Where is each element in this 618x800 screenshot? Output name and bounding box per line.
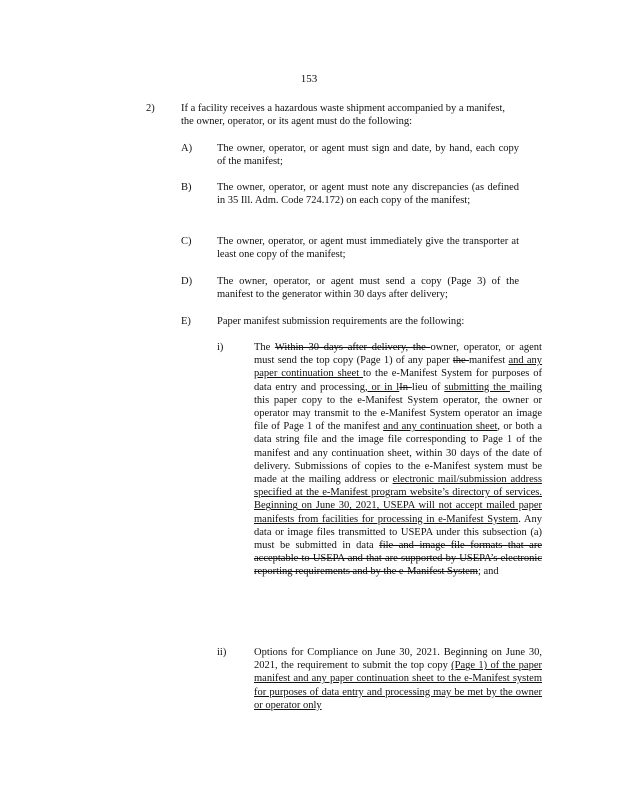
inserted-text: , or in l	[364, 381, 400, 393]
inserted-text: electronic mail/submission address specified at the e-Manifest program website’s directory of services. Beginning on June 30, 2021, USEPA will not accept mailed paper manifests from facilities for processing in e-Manifest System	[254, 474, 542, 525]
struck-text: the	[452, 355, 469, 367]
text-run: mailing this paper copy to the e-Manifest System operator, the owner or operator may transmit to the e-Manifest System operator an image file of Page 1 of the manifest	[254, 381, 542, 433]
item-A-label: A)	[181, 143, 193, 154]
text-run: owner, operator, or agent must send the top copy (Page 1) of any paper	[254, 342, 542, 367]
item-C-label: C)	[181, 236, 192, 247]
text-run: The	[254, 342, 275, 353]
text-run: ; and	[477, 566, 499, 578]
item-ii-label: ii)	[217, 647, 227, 658]
text-run: . Any data or image files transmitted to USEPA under this subsection (a) must be submitted in data	[254, 513, 542, 552]
text-run: manifest	[469, 355, 509, 367]
struck-text: Within 30 days after delivery, the	[274, 342, 431, 353]
item-D-text: The owner, operator, or agent must send a copy (Page 3) of the manifest to the generator within 30 days after delivery;	[217, 276, 519, 301]
text-run: Options for Compliance on June 30, 2021. Beginning on June 30, 2021, the requirement to submit the top copy	[254, 647, 542, 672]
item-i-label: i)	[217, 342, 224, 353]
inserted-text: and any continuation sheet	[383, 421, 498, 433]
inserted-text: submitting the	[444, 381, 510, 393]
inserted-text: and any paper continuation sheet	[254, 355, 543, 380]
item-A-text: The owner, operator, or agent must sign and date, by hand, each copy of the manifest;	[217, 143, 519, 168]
item-B-text: The owner, operator, or agent must note any discrepancies (as defined in 35 Ill. Adm. Code 724.172) on each copy of the manifest;	[217, 182, 519, 207]
item-E-label: E)	[181, 316, 191, 327]
item-2-label: 2)	[146, 103, 155, 114]
page-number: 153	[300, 73, 318, 85]
text-run: lieu of	[411, 381, 445, 393]
item-B-label: B)	[181, 182, 192, 193]
item-C-text: The owner, operator, or agent must immediately give the transporter at least one copy of the manifest;	[217, 236, 519, 261]
item-2-text: If a facility receives a hazardous waste shipment accompanied by a manifest, the owner, operator, or its agent must do the following:	[181, 103, 505, 128]
item-i-text	[254, 341, 542, 579]
item-D-label: D)	[181, 276, 193, 287]
item-ii-text	[254, 646, 542, 712]
struck-text: In	[399, 381, 412, 393]
text-run: to the e-Manifest System for purposes of data entry and processing	[254, 368, 542, 393]
text-run: , or both a data string file and the image file corresponding to Page 1 of the manifest and any continuation sheet, within 30 days of the date of delivery. Submissions of copies to the e-Manifest system must be made at the mailing address or	[254, 421, 542, 486]
item-E-text: Paper manifest submission requirements are the following:	[217, 316, 465, 327]
inserted-text: (Page 1) of the paper manifest and any paper continuation sheet to the e-Manifest system for purposes of data entry and processing may be met by the owner or operator only	[254, 660, 543, 711]
struck-text: file and image file formats that are acceptable to USEPA and that are supported by USEPA’s electronic reporting requirements and by the e-Manifest System	[254, 540, 542, 578]
